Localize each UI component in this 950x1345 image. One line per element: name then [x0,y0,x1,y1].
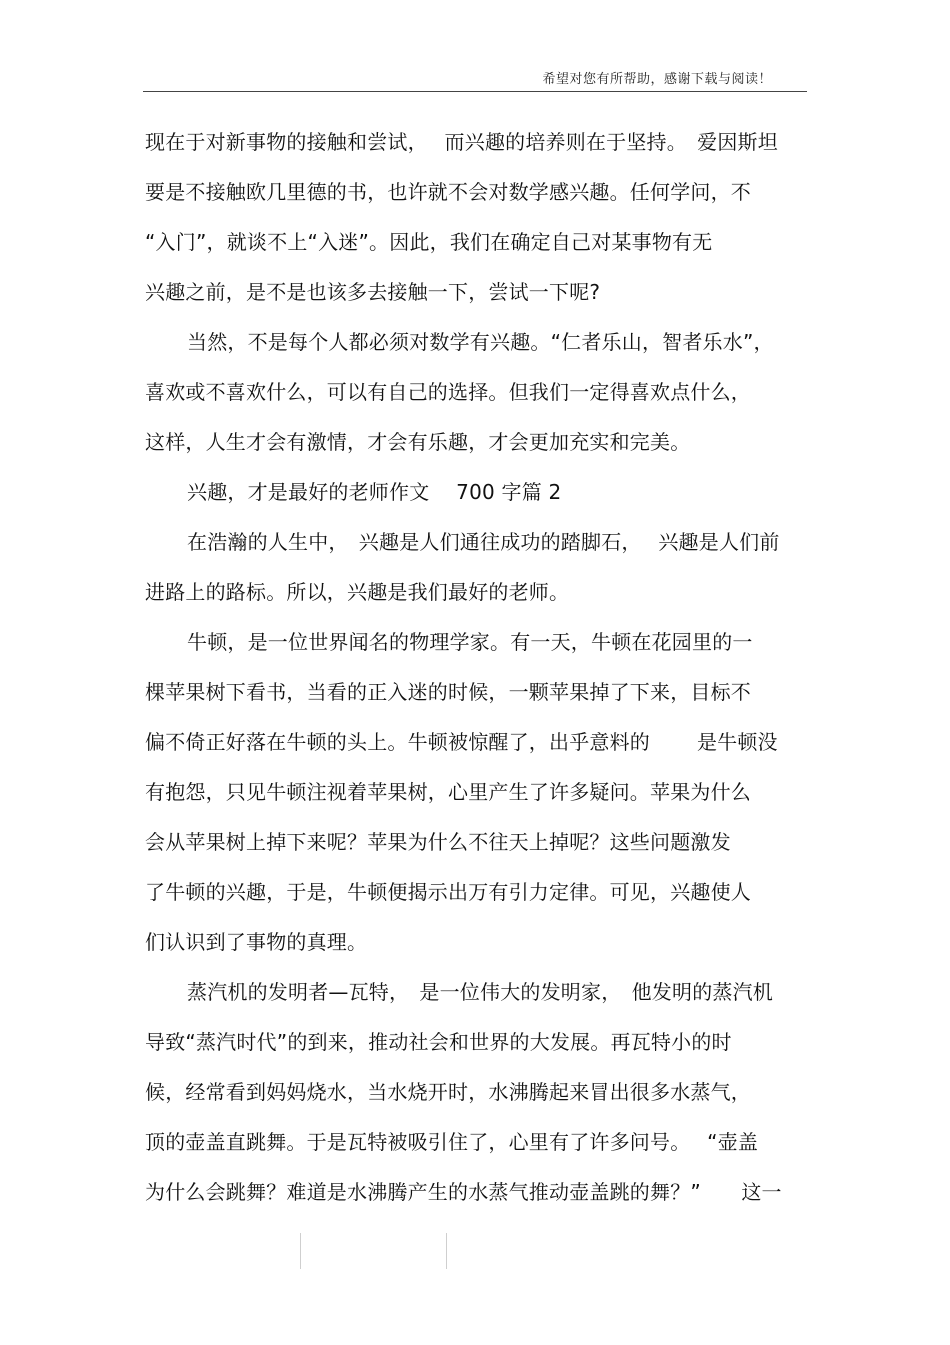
text-line: 这样，人生才会有激情，才会有乐趣，才会更加充实和完美。 [145,430,691,454]
text-line: 要是不接触欧几里德的书，也许就不会对数学感兴趣。任何学问，不 [145,180,751,204]
text-line: 为什么会跳舞？难道是水沸腾产生的水蒸气推动壶盖跳的舞？” 这一 [145,1180,782,1204]
text-line: 们认识到了事物的真理。 [145,930,368,954]
faint-divider-right [446,1233,447,1269]
faint-divider-left [300,1233,301,1269]
text-line: 牛顿，是一位世界闻名的物理学家。有一天，牛顿在花园里的一 [187,630,753,654]
text-line: 会从苹果树上掉下来呢？苹果为什么不往天上掉呢？这些问题激发 [145,830,731,854]
text-line: 偏不倚正好落在牛顿的头上。牛顿被惊醒了，出乎意料的 是牛顿没 [145,730,778,754]
text-line: 候，经常看到妈妈烧水，当水烧开时，水沸腾起来冒出很多水蒸气， [145,1080,751,1104]
text-line: 有抱怨，只见牛顿注视着苹果树，心里产生了许多疑问。苹果为什么 [145,780,751,804]
text-line: 棵苹果树下看书，当看的正入迷的时候，一颗苹果掉了下来，目标不 [145,680,751,704]
text-line: 蒸汽机的发明者—瓦特， 是一位伟大的发明家， 他发明的蒸汽机 [187,980,773,1004]
header-divider [143,91,807,92]
text-line: 现在于对新事物的接触和尝试， 而兴趣的培养则在于坚持。 爱因斯坦 [145,130,778,154]
text-line: “入门”，就谈不上“入迷”。因此，我们在确定自己对某事物有无 [145,230,713,254]
text-line: 兴趣之前，是不是也该多去接触一下，尝试一下呢? [145,280,601,304]
text-line: 喜欢或不喜欢什么，可以有自己的选择。但我们一定得喜欢点什么， [145,380,751,404]
text-line: 在浩瀚的人生中， 兴趣是人们通往成功的踏脚石， 兴趣是人们前 [187,530,780,554]
text-line: 导致“蒸汽时代”的到来，推动社会和世界的大发展。再瓦特小的时 [145,1030,732,1054]
section-heading: 兴趣，才是最好的老师作文 700 字篇 2 [187,480,562,504]
text-line: 进路上的路标。所以，兴趣是我们最好的老师。 [145,580,570,604]
text-line: 了牛顿的兴趣，于是，牛顿便揭示出万有引力定律。可见，兴趣使人 [145,880,751,904]
text-line: 当然，不是每个人都必须对数学有兴趣。“仁者乐山，智者乐水”， [187,330,774,354]
text-line: 顶的壶盖直跳舞。于是瓦特被吸引住了，心里有了许多问号。 “壶盖 [145,1130,759,1154]
header-note: 希望对您有所帮助，感谢下载与阅读！ [542,72,772,87]
